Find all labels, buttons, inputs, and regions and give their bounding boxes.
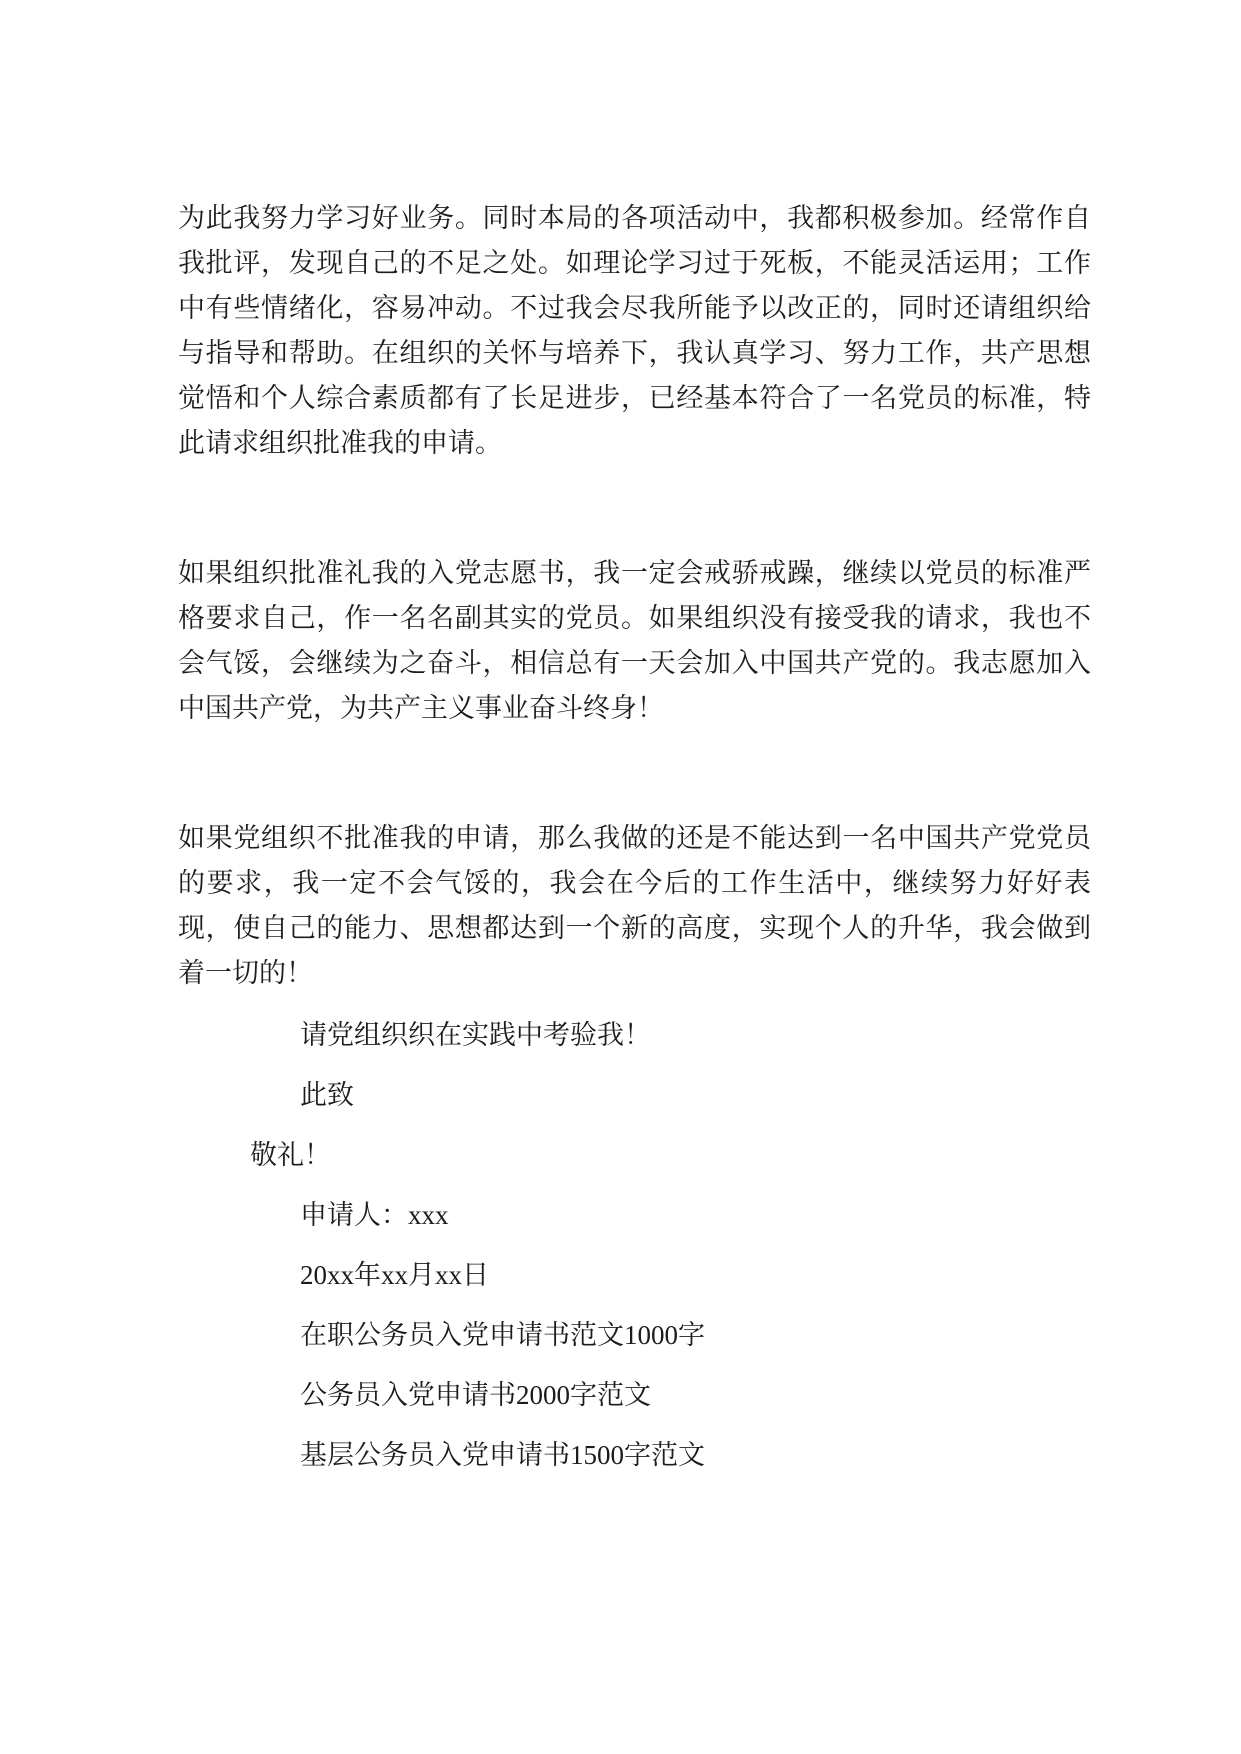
related-title-2000zi: 公务员入党申请书2000字范文	[300, 1380, 651, 1410]
related-title-1500zi: 基层公务员入党申请书1500字范文	[300, 1440, 705, 1470]
body-paragraph-if-approved: 如果组织批准礼我的入党志愿书，我一定会戒骄戒躁，继续以党员的标准严格要求自己，作一名名副其实的党员。如果组织没有接受我的请求，我也不会气馁，会继续为之奋斗，相信总有一天会加入中国共产党的。我志愿加入中国共产党，为共产主义事业奋斗终身！	[178, 558, 1091, 723]
signature-applicant: 申请人：xxx	[300, 1200, 449, 1230]
signature-date: 20xx年xx月xx日	[300, 1260, 489, 1290]
salutation-cizhi: 此致	[300, 1080, 354, 1110]
related-title-1000zi: 在职公务员入党申请书范文1000字	[300, 1320, 705, 1350]
salutation-jingli: 敬礼！	[250, 1140, 331, 1170]
body-paragraph-self-improvement: 为此我努力学习好业务。同时本局的各项活动中，我都积极参加。经常作自我批评，发现自己的不足之处。如理论学习过于死板，不能灵活运用；工作中有些情绪化，容易冲动。不过我会尽我所能予以改正的，同时还请组织给与指导和帮助。在组织的关怀与培养下，我认真学习、努力工作，共产思想觉悟和个人综合素质都有了长足进步，已经基本符合了一名党员的标准，特此请求组织批准我的申请。	[178, 203, 1091, 458]
document-body	[178, 196, 1091, 1478]
body-paragraph-if-not-approved: 如果党组织不批准我的申请，那么我做的还是不能达到一名中国共产党党员的要求，我一定不会气馁的，我会在今后的工作生活中，继续努力好好表现，使自己的能力、思想都达到一个新的高度，实现个人的升华，我会做到着一切的！	[178, 823, 1091, 988]
closing-request-line: 请党组织织在实践中考验我！	[300, 1020, 651, 1050]
